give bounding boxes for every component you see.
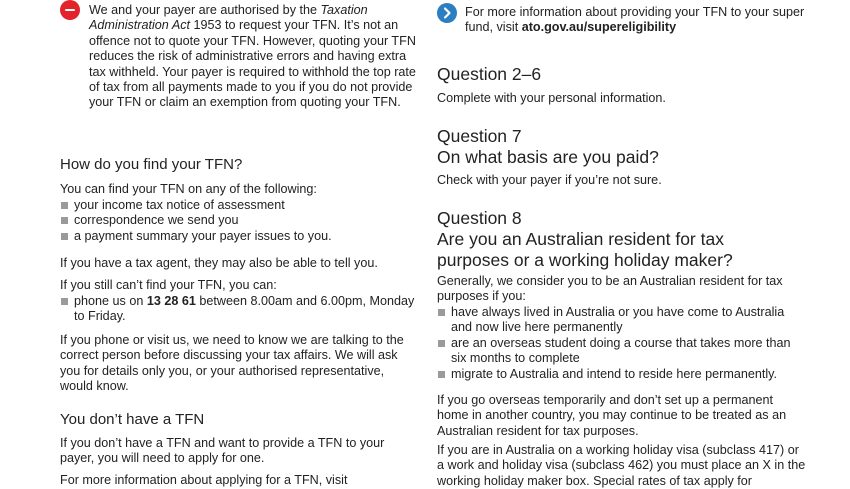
list-item: your income tax notice of assessment	[60, 198, 420, 213]
temporary-overseas-note: If you go overseas temporarily and don’t set up a permanent home in another country, you may continue to be treated as an Australian resident for tax purposes.	[437, 393, 787, 438]
working-holiday-note: If you are in Australia on a working holiday visa (subclass 417) or a work and holiday visa (subclass 462) you must place an X in the working holiday maker box. Special rates of tax apply for	[437, 443, 806, 488]
phone-number: 13 28 61	[146, 294, 196, 308]
question-7-title: Question 7	[437, 126, 522, 146]
tfn-authorisation-note: We and your payer are authorised by the Taxation Administration Act 1953 to request your TFN. It’s not an offence not to quote your TFN. However, quoting your TFN reduces the risk of administrative errors and having extra tax withheld. Your payer is required to withhold the top rate of tax from all payments made to you if you do not provide your TFN or claim an exemption from quoting your TFN.	[89, 3, 416, 110]
question-2-6-title: Question 2–6	[437, 64, 542, 84]
arrow-right-icon	[437, 3, 457, 23]
list-item: a payment summary your payer issues to you.	[60, 229, 420, 244]
list-item: are an overseas student doing a course that takes more than six months to complete	[437, 336, 797, 367]
identity-check-note: If you phone or visit us, we need to know we are talking to the correct person before discussing your tax affairs. We will ask you for details only you, or your authorised representative, would know.	[60, 333, 404, 394]
no-tfn-heading: You don’t have a TFN	[60, 411, 205, 428]
question-2-6-text: Complete with your personal information.	[437, 91, 666, 105]
find-tfn-heading: How do you find your TFN?	[60, 156, 243, 173]
phone-list	[60, 294, 420, 325]
residency-list	[437, 305, 797, 382]
supereligibility-link[interactable]: ato.gov.au/supereligibility	[521, 20, 677, 35]
no-tfn-para: If you don’t have a TFN and want to provide a TFN to your payer, you will need to apply for one.	[60, 436, 385, 466]
list-item: have always lived in Australia or you have come to Australia and now live here permanently	[437, 305, 797, 336]
find-tfn-list	[60, 198, 420, 244]
stop-icon	[60, 0, 80, 20]
super-fund-info: For more information about providing your TFN to your super fund, visit ato.gov.au/supereligibility	[465, 5, 805, 35]
list-item: correspondence we send you	[60, 213, 420, 228]
question-7-text: Check with your payer if you’re not sure.	[437, 173, 662, 187]
residency-intro: Generally, we consider you to be an Australian resident for tax purposes if you:	[437, 274, 783, 304]
still-cant-find: If you still can’t find your TFN, you can:	[60, 278, 277, 292]
list-item: migrate to Australia and intend to reside here permanently.	[437, 367, 797, 382]
find-tfn-intro: You can find your TFN on any of the following:	[60, 182, 317, 196]
question-8-subtitle: Are you an Australian resident for tax purposes or a working holiday maker?	[437, 229, 733, 270]
question-7-subtitle: On what basis are you paid?	[437, 147, 659, 167]
apply-tfn-more-info: For more information about applying for a TFN, visit	[60, 473, 348, 487]
question-8-title: Question 8	[437, 208, 522, 228]
list-item: phone us on 13 28 61 between 8.00am and 6.00pm, Monday to Friday.	[60, 294, 420, 325]
tax-agent-note: If you have a tax agent, they may also be able to tell you.	[60, 256, 378, 270]
